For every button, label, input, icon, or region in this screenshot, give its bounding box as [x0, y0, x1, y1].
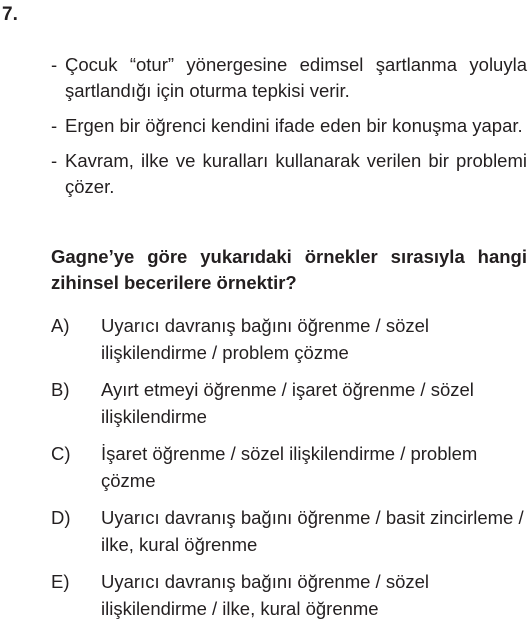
option-c[interactable] [51, 440, 527, 494]
option-letter: E) [51, 571, 70, 592]
statement-2 [51, 113, 527, 139]
option-letter: C) [51, 443, 71, 464]
statement-text: Ergen bir öğrenci kendini ifade eden bir konuşma yapar. [65, 115, 523, 136]
statement-dash: - [51, 115, 58, 136]
option-d[interactable] [51, 504, 527, 558]
option-text: Uyarıcı davranış bağını öğrenme / sözel ilişkilendirme / problem çözme [101, 315, 430, 363]
option-a[interactable] [51, 312, 527, 366]
question-stem: Gagne’ye göre yukarıdaki örnekler sırasıyla hangi zihinsel becerilere örnektir? [51, 246, 527, 293]
option-text: Uyarıcı davranış bağını öğrenme / basit zincirleme / ilke, kural öğrenme [101, 507, 524, 555]
statement-dash: - [51, 54, 58, 75]
option-letter: A) [51, 315, 70, 336]
answer-options [51, 312, 527, 632]
option-text: Ayırt etmeyi öğrenme / işaret öğrenme / sözel ilişkilendirme [101, 379, 474, 427]
statement-text: Kavram, ilke ve kuralları kullanarak verilen bir problemi çözer. [65, 150, 527, 197]
statement-3 [51, 148, 527, 200]
option-e[interactable] [51, 568, 527, 622]
option-text: Uyarıcı davranış bağını öğrenme / sözel ilişkilendirme / ilke, kural öğrenme [101, 571, 430, 619]
option-b[interactable] [51, 376, 527, 430]
statement-1 [51, 52, 527, 104]
statement-dash: - [51, 150, 58, 171]
example-statements [51, 52, 527, 209]
option-letter: B) [51, 379, 70, 400]
option-text: İşaret öğrenme / sözel ilişkilendirme / problem çözme [101, 443, 478, 491]
question-number: 7. [2, 4, 18, 25]
option-letter: D) [51, 507, 71, 528]
statement-text: Çocuk “otur” yönergesine edimsel şartlanma yoluyla şartlandığı için oturma tepkisi verir. [65, 54, 527, 101]
